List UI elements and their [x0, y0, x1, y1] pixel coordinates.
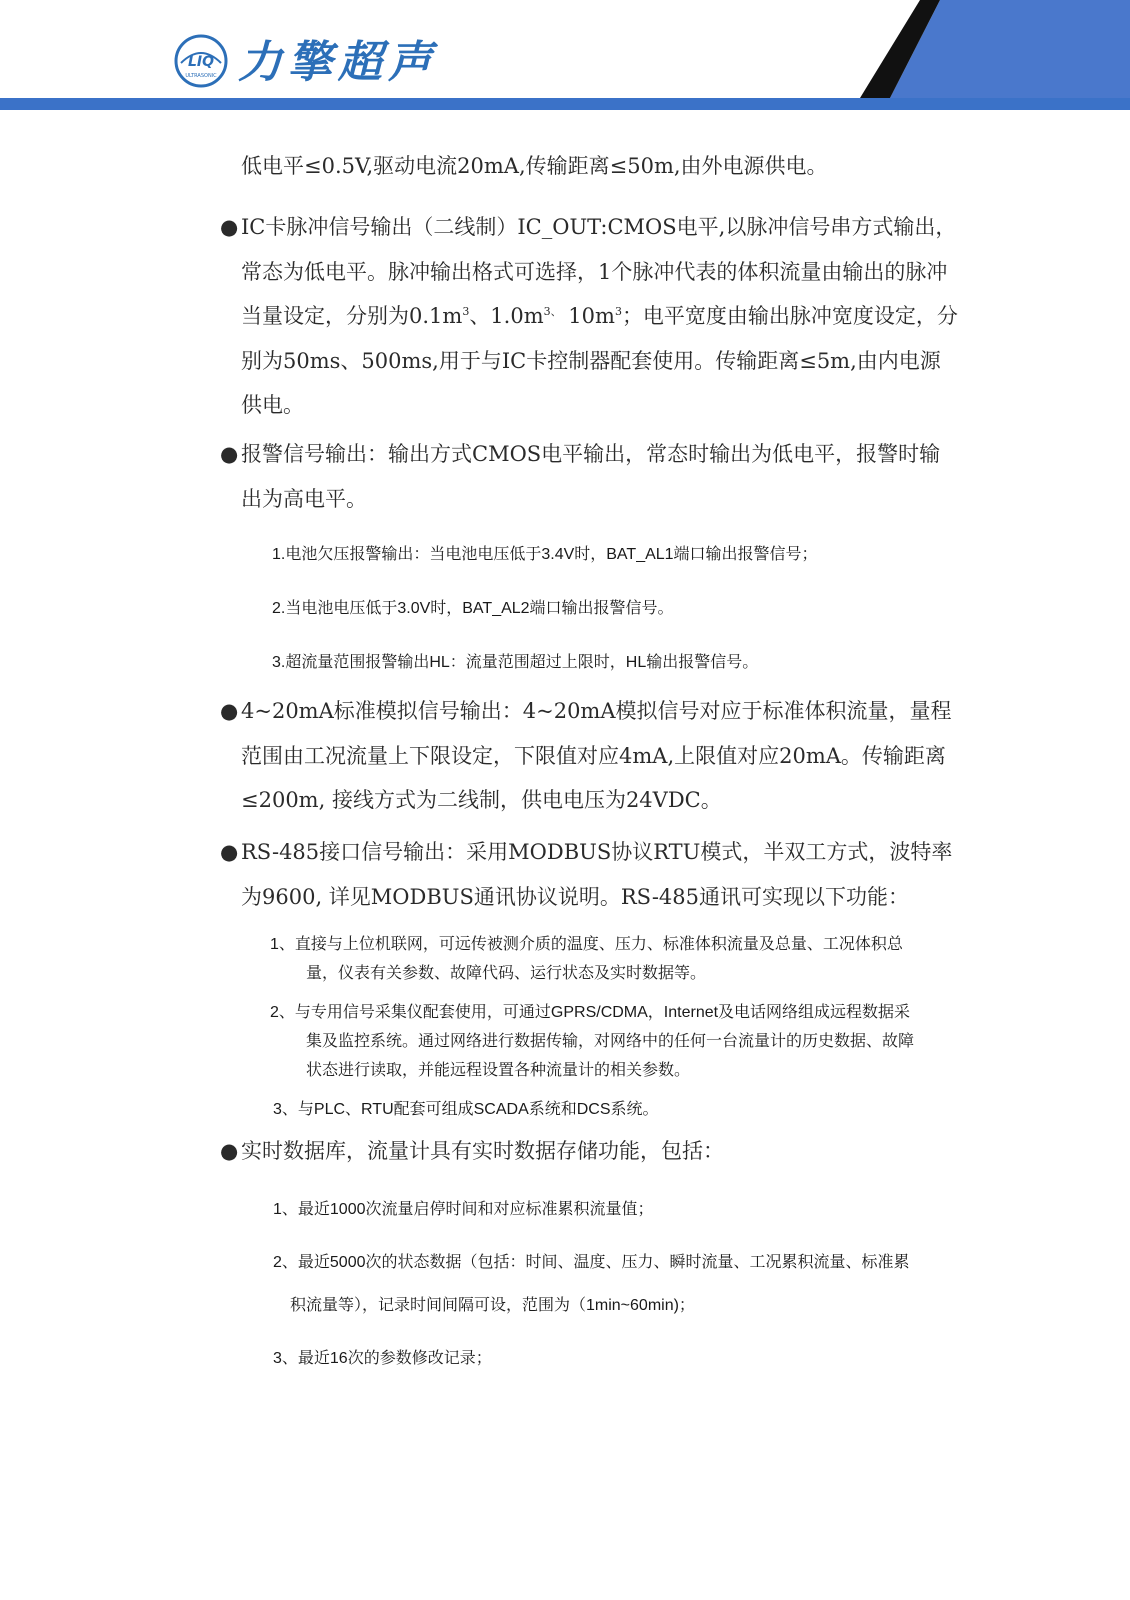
bullet-ic-card-output	[220, 205, 960, 428]
rs485-item-1a: 1、直接与上位机联网，可远传被测介质的温度、压力、标准体积流量及总量、工况体积总	[270, 936, 903, 953]
rs485-item-3: 3、与PLC、RTU配套可组成SCADA系统和DCS系统。	[273, 1101, 659, 1118]
bullet-icon: ●	[220, 1139, 239, 1163]
alarm-item-3: 3.超流量范围报警输出HL：流量范围超过上限时，HL输出报警信号。	[272, 654, 759, 671]
rs485-item-2a: 2、与专用信号采集仪配套使用，可通过GPRS/CDMA，Internet及电话网络组成远程数据采	[270, 1004, 911, 1021]
db-item-1: 1、最近1000次流量启停时间和对应标准累积流量值；	[273, 1201, 654, 1218]
bullet-alarm-output	[220, 432, 960, 521]
rs485-item-1b: 量，仪表有关参数、故障代码、运行状态及实时数据等。	[306, 965, 707, 982]
alarm-item-2: 2.当电池电压低于3.0V时，BAT_AL2端口输出报警信号。	[272, 600, 674, 617]
db-item-2a: 2、最近5000次的状态数据（包括：时间、温度、压力、瞬时流量、工况累积流量、标准累	[273, 1254, 910, 1271]
brand-logo-icon	[173, 33, 229, 89]
paragraph-text: 报警信号输出：输出方式CMOS电平输出，常态时输出为低电平，报警时输出为高电平。	[241, 442, 941, 511]
logo-subtext: ULTRASONIC	[185, 73, 217, 79]
rs485-item-2c: 状态进行读取，并能远程设置各种流量计的相关参数。	[306, 1062, 691, 1079]
page-header	[0, 0, 1130, 112]
paragraph-text: 实时数据库，流量计具有实时数据存储功能，包括：	[241, 1139, 724, 1163]
db-item-2b: 积流量等），记录时间间隔可设，范围为（1min~60min)；	[290, 1297, 695, 1314]
paragraph-text: 低电平≤0.5V,驱动电流20mA,传输距离≤50m,由外电源供电。	[241, 154, 828, 178]
paragraph-cont	[220, 144, 960, 189]
logo-letters: LIQ	[187, 54, 215, 70]
bullet-icon: ●	[220, 840, 239, 864]
paragraph-text: 4~20mA标准模拟信号输出：4~20mA模拟信号对应于标准体积流量，量程范围由工况流量上下限设定，下限值对应4mA,上限值对应20mA。传输距离≤200m, 接线方式为二线制，供电电压为24VDC。	[241, 699, 952, 812]
bullet-realtime-db	[220, 1129, 960, 1174]
db-item-3: 3、最近16次的参数修改记录；	[273, 1350, 492, 1367]
brand-name: 力擎超声	[238, 37, 438, 88]
header-divider-bar	[0, 98, 1130, 110]
bullet-rs485-output	[220, 830, 960, 919]
bullet-analog-output	[220, 689, 960, 823]
alarm-item-1: 1.电池欠压报警输出：当电池电压低于3.4V时，BAT_AL1端口输出报警信号；	[272, 546, 818, 563]
corner-decoration	[860, 0, 1130, 112]
bullet-icon: ●	[220, 442, 239, 466]
paragraph-text: RS-485接口信号输出：采用MODBUS协议RTU模式，半双工方式，波特率为9600, 详见MODBUS通讯协议说明。RS-485通讯可实现以下功能：	[241, 840, 953, 909]
bullet-icon: ●	[220, 215, 239, 239]
bullet-icon: ●	[220, 699, 239, 723]
rs485-item-2b: 集及监控系统。通过网络进行数据传输，对网络中的任何一台流量计的历史数据、故障	[306, 1033, 915, 1050]
paragraph-text: IC卡脉冲信号输出（二线制）IC_OUT:CMOS电平,以脉冲信号串方式输出，常态为低电平。脉冲输出格式可选择，1个脉冲代表的体积流量由输出的脉冲当量设定，分别为$0.1m^3$、$1.0m^{3、}$ $10m^3$；电平宽度由输出脉冲宽度设定，分别为50ms、500ms,用于与IC卡控制器配套使用。传输距离≤5m,由内电源供电。	[241, 215, 958, 417]
